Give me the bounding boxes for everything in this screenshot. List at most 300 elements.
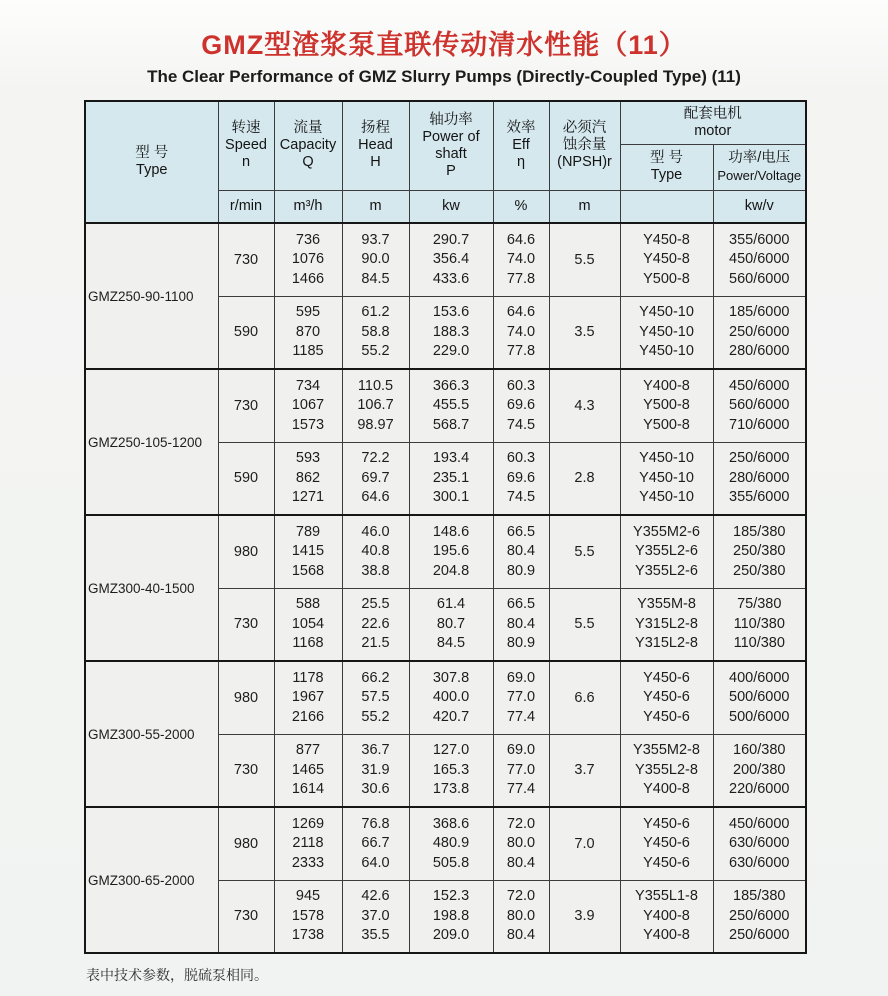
motor-type-cell-value: Y500-8 <box>643 416 690 433</box>
capacity-cell <box>274 515 342 588</box>
motor-type-cell-value: Y450-6 <box>643 669 690 686</box>
eff-cell <box>493 515 549 588</box>
head-cell-value: 36.7 <box>361 742 390 758</box>
speed-cell: 730 <box>218 223 274 296</box>
shaft-power-cell-value: 356.4 <box>432 251 470 267</box>
motor-type-cell-value: Y450-10 <box>639 489 694 505</box>
eff-cell-value: 80.4 <box>506 927 536 943</box>
shaft-power-cell <box>409 369 493 442</box>
head-cell-value: 90.0 <box>361 251 390 267</box>
col-header-speed <box>218 101 274 190</box>
motor-type-cell-value: Y500-8 <box>643 270 690 287</box>
eff-cell-value: 69.0 <box>506 669 536 686</box>
shaft-power-cell-value: 229.0 <box>432 343 470 359</box>
shaft-power-cell-value: 198.8 <box>432 907 470 924</box>
motor-type-cell-value: Y450-10 <box>639 304 694 320</box>
unit-motor-type-empty <box>620 190 713 223</box>
eff-cell-value: 66.5 <box>506 596 536 612</box>
performance-table <box>84 100 807 954</box>
eff-cell <box>493 296 549 369</box>
unit-npsh: m <box>549 190 620 223</box>
motor-power-cell-value: 400/6000 <box>729 669 790 686</box>
capacity-cell <box>274 442 342 515</box>
motor-power-cell <box>713 734 806 807</box>
unit-head: m <box>342 190 409 223</box>
page-title: GMZ型渣浆泵直联传动清水性能（11） <box>201 30 687 60</box>
eff-cell <box>493 734 549 807</box>
motor-type-cell-value: Y450-6 <box>643 708 690 725</box>
shaft-power-cell-value: 307.8 <box>432 669 470 686</box>
eff-cell <box>493 661 549 734</box>
capacity-cell-value: 2166 <box>291 708 325 725</box>
head-cell-value: 38.8 <box>361 562 390 579</box>
motor-power-cell-value: 560/6000 <box>729 397 790 413</box>
shaft-power-cell <box>409 442 493 515</box>
model-name-cell: GMZ300-40-1500 <box>85 515 218 661</box>
capacity-cell-value: 1738 <box>291 927 325 943</box>
eff-cell-value: 80.4 <box>506 615 536 632</box>
shaft-power-cell-value: 165.3 <box>432 761 470 778</box>
col-header-motor-type <box>620 144 713 190</box>
table-row <box>85 515 806 588</box>
col-header-head-en: Head <box>358 137 393 154</box>
unit-capacity: m³/h <box>274 190 342 223</box>
motor-type-cell-value: Y400-8 <box>643 907 690 924</box>
capacity-cell-value: 1415 <box>291 543 325 559</box>
npsh-cell: 3.7 <box>549 734 620 807</box>
col-header-speed-en: Speed <box>225 137 267 154</box>
model-name-cell: GMZ250-90-1100 <box>85 223 218 369</box>
head-cell-value: 57.5 <box>361 689 390 705</box>
npsh-cell: 3.5 <box>549 296 620 369</box>
capacity-cell-value: 593 <box>295 450 321 466</box>
table-row <box>85 661 806 734</box>
motor-power-cell <box>713 442 806 515</box>
npsh-cell: 6.6 <box>549 661 620 734</box>
capacity-cell-value: 877 <box>295 742 321 758</box>
capacity-cell-value: 1465 <box>291 761 325 778</box>
motor-power-cell <box>713 369 806 442</box>
head-cell-value: 22.6 <box>361 615 390 632</box>
head-cell-value: 55.2 <box>361 708 390 725</box>
head-cell <box>342 223 409 296</box>
capacity-cell-value: 1269 <box>291 815 325 832</box>
motor-power-cell-value: 500/6000 <box>729 689 790 705</box>
unit-shaft-power: kw <box>409 190 493 223</box>
motor-power-cell-value: 250/6000 <box>729 927 790 943</box>
unit-speed: r/min <box>218 190 274 223</box>
capacity-cell-value: 1967 <box>291 689 325 705</box>
head-cell-value: 72.2 <box>361 450 390 466</box>
table-row <box>85 807 806 880</box>
capacity-cell-value: 1614 <box>291 781 325 797</box>
motor-power-cell-value: 500/6000 <box>729 708 790 725</box>
capacity-cell-value: 1568 <box>291 562 325 579</box>
motor-type-cell <box>620 515 713 588</box>
eff-cell-value: 80.4 <box>506 543 536 559</box>
col-header-capacity <box>274 101 342 190</box>
shaft-power-cell-value: 300.1 <box>432 489 470 505</box>
eff-cell-value: 64.6 <box>506 231 536 248</box>
head-cell <box>342 588 409 661</box>
table-row <box>85 369 806 442</box>
col-header-shaft-power-en2: shaft <box>435 145 467 162</box>
head-cell-value: 37.0 <box>361 907 390 924</box>
shaft-power-cell-value: 61.4 <box>436 596 466 612</box>
head-cell-value: 46.0 <box>361 523 390 540</box>
unit-motor-power: kw/v <box>713 190 806 223</box>
eff-cell-value: 69.6 <box>506 469 536 486</box>
capacity-cell-value: 1076 <box>291 251 325 267</box>
col-header-motor-power <box>713 144 806 190</box>
motor-power-cell <box>713 296 806 369</box>
motor-type-cell <box>620 880 713 953</box>
speed-cell: 590 <box>218 296 274 369</box>
eff-cell-value: 74.0 <box>506 251 536 267</box>
capacity-cell <box>274 296 342 369</box>
motor-power-cell-value: 560/6000 <box>729 270 790 287</box>
col-header-motor-zh: 配套电机 <box>683 105 742 122</box>
model-name-cell: GMZ300-55-2000 <box>85 661 218 807</box>
motor-power-cell-value: 75/380 <box>737 596 782 612</box>
motor-power-cell <box>713 880 806 953</box>
head-cell <box>342 442 409 515</box>
motor-type-cell <box>620 588 713 661</box>
motor-type-cell <box>620 661 713 734</box>
motor-power-cell-value: 110/380 <box>733 635 785 651</box>
motor-type-cell-value: Y355M-8 <box>637 596 696 612</box>
col-header-motor-type-en: Type <box>650 167 683 183</box>
capacity-cell-value: 1178 <box>292 669 324 686</box>
shaft-power-cell-value: 568.7 <box>432 416 470 433</box>
col-header-head-zh: 扬程 <box>361 120 390 137</box>
col-header-eff-en: Eff <box>512 137 530 154</box>
capacity-cell-value: 870 <box>295 323 321 340</box>
col-header-motor-type-zh: 型 号 <box>649 150 684 166</box>
eff-cell-value: 80.0 <box>506 835 536 851</box>
eff-cell-value: 74.5 <box>506 416 536 433</box>
npsh-cell: 5.5 <box>549 223 620 296</box>
motor-power-cell-value: 450/6000 <box>729 815 790 832</box>
speed-cell: 730 <box>218 734 274 807</box>
motor-type-cell-value: Y450-6 <box>643 815 690 832</box>
shaft-power-cell-value: 400.0 <box>432 689 470 705</box>
head-cell-value: 55.2 <box>361 343 390 359</box>
col-header-npsh-zh2: 蚀余量 <box>562 137 607 154</box>
col-header-npsh-sym: (NPSH)r <box>557 154 612 171</box>
shaft-power-cell-value: 480.9 <box>432 835 470 851</box>
eff-cell-value: 69.6 <box>506 397 536 413</box>
page-subtitle: The Clear Performance of GMZ Slurry Pumps (Directly-Coupled Type) (11) <box>147 67 741 86</box>
shaft-power-cell-value: 127.0 <box>432 742 470 758</box>
motor-power-cell-value: 355/6000 <box>729 231 790 248</box>
motor-power-cell <box>713 588 806 661</box>
head-cell-value: 98.97 <box>357 416 394 433</box>
motor-type-cell <box>620 369 713 442</box>
head-cell-value: 76.8 <box>361 815 390 832</box>
shaft-power-cell <box>409 223 493 296</box>
shaft-power-cell-value: 173.8 <box>432 781 470 797</box>
motor-power-cell <box>713 515 806 588</box>
eff-cell-value: 77.4 <box>506 708 536 725</box>
capacity-cell-value: 1578 <box>291 907 325 924</box>
shaft-power-cell-value: 366.3 <box>432 377 470 394</box>
motor-type-cell-value: Y400-8 <box>643 781 690 797</box>
shaft-power-cell-value: 433.6 <box>432 270 470 287</box>
motor-power-cell-value: 110/380 <box>733 615 785 632</box>
head-cell-value: 93.7 <box>361 231 390 248</box>
capacity-cell-value: 862 <box>295 469 321 486</box>
capacity-cell-value: 1466 <box>291 270 325 287</box>
motor-power-cell-value: 280/6000 <box>729 469 790 486</box>
capacity-cell-value: 1054 <box>291 615 325 632</box>
npsh-cell: 5.5 <box>549 515 620 588</box>
npsh-cell: 4.3 <box>549 369 620 442</box>
motor-power-cell-value: 710/6000 <box>729 416 790 433</box>
head-cell <box>342 880 409 953</box>
shaft-power-cell-value: 204.8 <box>432 562 470 579</box>
eff-cell <box>493 223 549 296</box>
motor-type-cell <box>620 442 713 515</box>
eff-cell-value: 77.0 <box>506 761 536 778</box>
shaft-power-cell <box>409 807 493 880</box>
head-cell-value: 21.5 <box>361 635 390 651</box>
speed-cell: 980 <box>218 807 274 880</box>
col-header-eff <box>493 101 549 190</box>
eff-cell-value: 66.5 <box>506 523 536 540</box>
motor-power-cell <box>713 807 806 880</box>
head-cell-value: 61.2 <box>361 304 390 320</box>
motor-power-cell-value: 250/6000 <box>729 907 790 924</box>
motor-power-cell-value: 250/380 <box>733 543 786 559</box>
col-header-shaft-power-sym: P <box>446 162 456 179</box>
motor-type-cell-value: Y450-8 <box>643 231 690 248</box>
eff-cell-value: 80.4 <box>506 854 536 871</box>
eff-cell-value: 64.6 <box>506 304 536 320</box>
capacity-cell-value: 736 <box>295 231 321 248</box>
header-row-1 <box>85 101 806 144</box>
col-header-capacity-zh: 流量 <box>293 120 323 137</box>
motor-type-cell-value: Y315L2-8 <box>635 635 698 651</box>
shaft-power-cell-value: 420.7 <box>432 708 470 725</box>
capacity-cell <box>274 661 342 734</box>
capacity-cell-value: 2333 <box>291 854 325 871</box>
shaft-power-cell-value: 193.4 <box>432 450 470 466</box>
eff-cell <box>493 588 549 661</box>
head-cell-value: 30.6 <box>361 781 390 797</box>
motor-type-cell-value: Y355L2-8 <box>635 761 698 778</box>
motor-power-cell-value: 220/6000 <box>729 781 790 797</box>
head-cell-value: 42.6 <box>361 888 390 904</box>
speed-cell: 980 <box>218 661 274 734</box>
eff-cell <box>493 442 549 515</box>
npsh-cell: 3.9 <box>549 880 620 953</box>
head-cell-value: 40.8 <box>361 543 390 559</box>
capacity-cell-value: 789 <box>295 523 321 540</box>
col-header-npsh <box>549 101 620 190</box>
motor-type-cell-value: Y450-10 <box>639 469 694 486</box>
shaft-power-cell <box>409 734 493 807</box>
col-header-motor-group <box>620 101 806 144</box>
eff-cell-value: 80.0 <box>506 907 536 924</box>
motor-type-cell-value: Y450-8 <box>643 251 690 267</box>
motor-power-cell-value: 280/6000 <box>729 343 790 359</box>
head-cell-value: 69.7 <box>361 469 390 486</box>
capacity-cell-value: 2118 <box>292 835 324 851</box>
motor-power-cell <box>713 661 806 734</box>
motor-type-cell-value: Y450-10 <box>639 343 694 359</box>
motor-power-cell-value: 450/6000 <box>729 251 790 267</box>
eff-cell-value: 80.9 <box>506 562 536 579</box>
eff-cell-value: 80.9 <box>506 635 536 651</box>
shaft-power-cell-value: 235.1 <box>432 469 470 486</box>
head-cell <box>342 807 409 880</box>
motor-type-cell-value: Y355L2-6 <box>635 562 698 579</box>
eff-cell <box>493 369 549 442</box>
col-header-npsh-zh1: 必须汽 <box>562 120 607 137</box>
shaft-power-cell <box>409 588 493 661</box>
shaft-power-cell-value: 153.6 <box>432 304 470 320</box>
head-cell-value: 84.5 <box>361 270 390 287</box>
capacity-cell-value: 734 <box>295 377 321 394</box>
motor-type-cell-value: Y450-10 <box>639 323 694 340</box>
npsh-cell: 5.5 <box>549 588 620 661</box>
head-cell-value: 110.5 <box>357 377 394 394</box>
model-name-cell: GMZ300-65-2000 <box>85 807 218 953</box>
motor-type-cell <box>620 223 713 296</box>
eff-cell-value: 60.3 <box>506 450 536 466</box>
head-cell <box>342 515 409 588</box>
eff-cell-value: 72.0 <box>506 815 536 832</box>
motor-power-cell-value: 185/6000 <box>729 304 790 320</box>
capacity-cell <box>274 369 342 442</box>
motor-type-cell-value: Y355M2-8 <box>633 742 700 758</box>
shaft-power-cell <box>409 661 493 734</box>
table-header <box>85 101 806 223</box>
eff-cell-value: 60.3 <box>506 377 536 394</box>
col-header-motor-power-en: Power/Voltage <box>717 168 802 183</box>
motor-type-cell-value: Y355L2-6 <box>635 543 698 559</box>
shaft-power-cell <box>409 515 493 588</box>
head-cell-value: 106.7 <box>357 397 394 413</box>
npsh-cell: 7.0 <box>549 807 620 880</box>
speed-cell: 980 <box>218 515 274 588</box>
motor-power-cell-value: 630/6000 <box>729 835 790 851</box>
eff-cell-value: 69.0 <box>506 742 536 758</box>
capacity-cell-value: 1168 <box>292 635 324 651</box>
col-header-type <box>85 101 218 223</box>
shaft-power-cell-value: 152.3 <box>432 888 470 904</box>
capacity-cell-value: 1271 <box>291 489 325 505</box>
motor-power-cell-value: 160/380 <box>733 742 786 758</box>
capacity-cell-value: 595 <box>295 304 321 320</box>
shaft-power-cell-value: 290.7 <box>432 231 470 248</box>
motor-type-cell <box>620 734 713 807</box>
npsh-cell: 2.8 <box>549 442 620 515</box>
capacity-cell-value: 1067 <box>291 397 325 413</box>
model-name-cell: GMZ250-105-1200 <box>85 369 218 515</box>
shaft-power-cell-value: 80.7 <box>436 615 466 632</box>
head-cell-value: 64.6 <box>361 489 390 505</box>
capacity-cell <box>274 807 342 880</box>
shaft-power-cell-value: 209.0 <box>432 927 470 943</box>
col-header-eff-sym: η <box>516 154 526 171</box>
motor-type-cell-value: Y500-8 <box>643 397 690 413</box>
col-header-shaft-power <box>409 101 493 190</box>
eff-cell-value: 77.8 <box>506 270 536 287</box>
motor-type-cell <box>620 807 713 880</box>
head-cell-value: 64.0 <box>361 854 390 871</box>
col-header-type-zh: 型 号 <box>135 145 169 161</box>
capacity-cell-value: 588 <box>295 596 321 612</box>
head-cell-value: 66.7 <box>361 835 390 851</box>
motor-power-cell-value: 185/380 <box>733 888 786 904</box>
motor-power-cell <box>713 223 806 296</box>
col-header-head <box>342 101 409 190</box>
motor-power-cell-value: 450/6000 <box>729 377 790 394</box>
speed-cell: 590 <box>218 442 274 515</box>
shaft-power-cell <box>409 296 493 369</box>
motor-power-cell-value: 200/380 <box>733 761 786 778</box>
eff-cell-value: 77.0 <box>506 689 536 705</box>
col-header-shaft-power-en1: Power of <box>422 128 480 145</box>
col-header-head-sym: H <box>370 154 381 171</box>
head-cell-value: 58.8 <box>361 323 390 340</box>
col-header-capacity-sym: Q <box>302 154 314 171</box>
shaft-power-cell-value: 195.6 <box>432 543 470 559</box>
footnote: 表中技术参数，脱硫泵相同。 <box>86 967 268 983</box>
shaft-power-cell-value: 84.5 <box>436 635 466 651</box>
motor-power-cell-value: 630/6000 <box>729 854 790 871</box>
eff-cell-value: 74.5 <box>506 489 536 505</box>
motor-type-cell-value: Y450-6 <box>643 835 690 851</box>
shaft-power-cell-value: 368.6 <box>432 815 470 832</box>
capacity-cell-value: 1185 <box>292 343 324 359</box>
motor-power-cell-value: 355/6000 <box>729 489 790 505</box>
capacity-cell <box>274 223 342 296</box>
col-header-motor-power-zh: 功率/电压 <box>728 150 791 166</box>
eff-cell <box>493 807 549 880</box>
col-header-capacity-en: Capacity <box>279 137 337 154</box>
head-cell <box>342 661 409 734</box>
capacity-cell <box>274 588 342 661</box>
motor-power-cell-value: 250/6000 <box>729 323 790 340</box>
motor-type-cell <box>620 296 713 369</box>
motor-type-cell-value: Y450-6 <box>643 854 690 871</box>
eff-cell-value: 72.0 <box>506 888 536 904</box>
capacity-cell-value: 945 <box>295 888 321 904</box>
head-cell-value: 31.9 <box>361 761 390 778</box>
head-cell-value: 66.2 <box>361 669 390 686</box>
shaft-power-cell-value: 505.8 <box>432 854 470 871</box>
col-header-eff-zh: 效率 <box>506 120 536 137</box>
eff-cell-value: 74.0 <box>506 323 536 340</box>
shaft-power-cell-value: 455.5 <box>432 397 470 413</box>
col-header-speed-zh: 转速 <box>231 120 261 137</box>
shaft-power-cell-value: 148.6 <box>432 523 470 540</box>
capacity-cell <box>274 734 342 807</box>
capacity-cell-value: 1573 <box>291 416 325 433</box>
motor-type-cell-value: Y400-8 <box>643 377 690 394</box>
shaft-power-cell <box>409 880 493 953</box>
shaft-power-cell-value: 188.3 <box>432 323 470 340</box>
eff-cell <box>493 880 549 953</box>
col-header-motor-en: motor <box>694 122 732 139</box>
table-body <box>85 223 806 953</box>
motor-type-cell-value: Y315L2-8 <box>635 615 698 632</box>
col-header-speed-sym: n <box>241 154 251 171</box>
motor-type-cell-value: Y450-10 <box>639 450 694 466</box>
